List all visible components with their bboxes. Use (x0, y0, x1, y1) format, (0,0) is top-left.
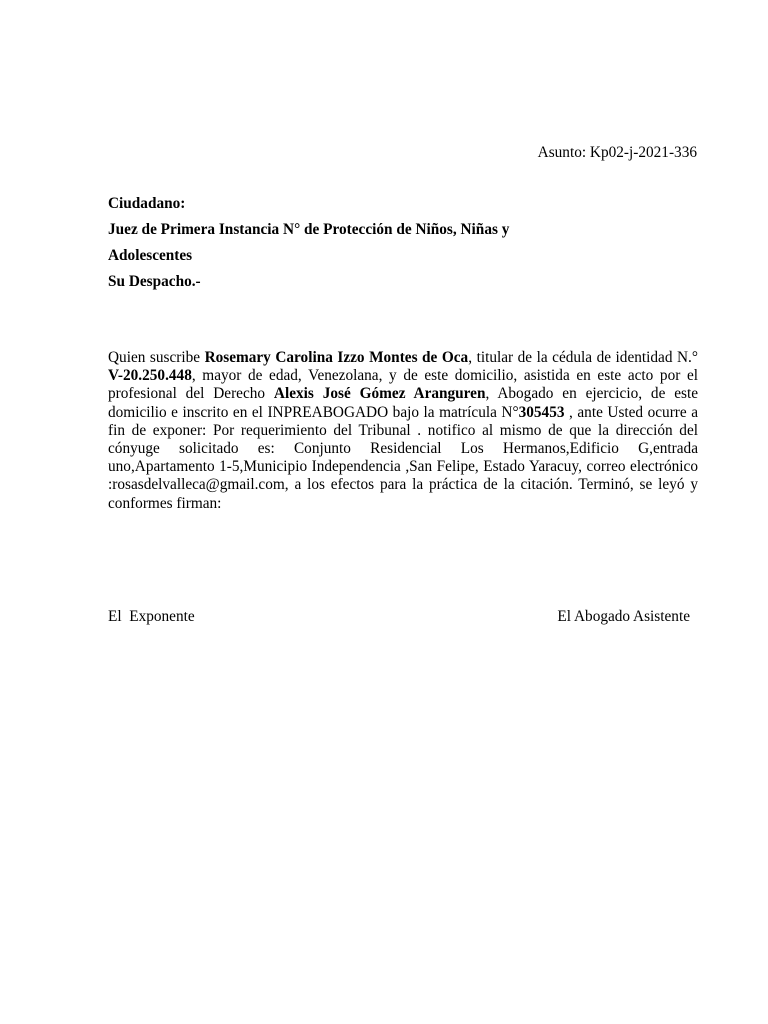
id-number: V-20.250.448 (108, 367, 192, 385)
registration-number: 305453 (518, 403, 565, 421)
body-text-part-5: , ante Usted ocurre a fin de exponer: Por requerimiento del Tribunal . notifico al mismo de que la dirección del cónyuge solicitado es: Conjunto Residencial Los Hermanos,Edificio G,entrada uno,Apartamento 1-5,Municipio Independencia ,San Felipe, Estado Yaracuy, correo electrónico :rosasdelvalleca@gmail.com, a los efectos para la práctica de la citación. Terminó, se leyó y conformes firman: (108, 403, 699, 512)
signature-label-lawyer: El Abogado Asistente (557, 608, 690, 625)
lawyer-name: Alexis José Gómez Aranguren (273, 385, 486, 403)
petitioner-name: Rosemary Carolina Izzo Montes de Oca (204, 349, 469, 366)
body-text-part-2: , titular de la cédula de identidad N.° (468, 349, 698, 366)
body-text-part-4: , Abogado en ejercicio, de este domicilio e inscrito en el INPREABOGADO bajo la matrícula N° (108, 385, 699, 421)
body-paragraph (108, 349, 698, 513)
subject-line: Asunto: Kp02-j-2021-336 (537, 144, 697, 161)
signature-label-exponent: El Exponente (108, 608, 195, 625)
addressee-block (108, 194, 698, 298)
addressee-title-line-1: Juez de Primera Instancia N° de Protección de Niños, Niñas y (108, 221, 510, 238)
addressee-title-line-2: Adolescentes (108, 247, 193, 264)
salutation: Ciudadano: (108, 195, 186, 212)
body-text-part-3: , mayor de edad, Venezolana, y de este domicilio, asistida en este acto por el profesional del Derecho (108, 367, 698, 403)
body-text-part-1: Quien suscribe (108, 349, 205, 366)
addressee-closing: Su Despacho.- (108, 273, 201, 290)
